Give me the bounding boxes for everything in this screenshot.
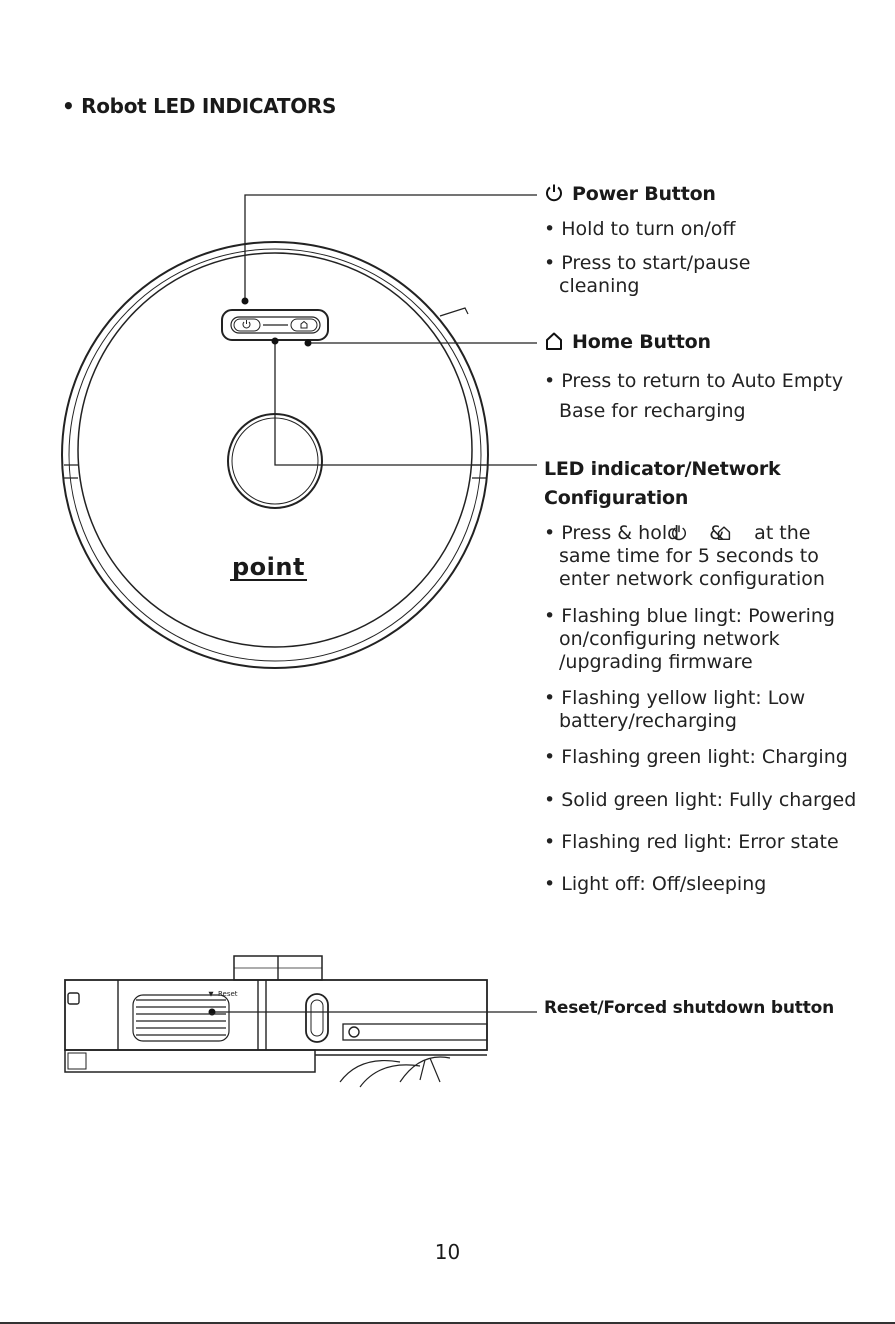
led-bullet-blue: • Flashing blue lingt: Powering on/configuring network /upgrading firmware bbox=[544, 605, 869, 674]
power-button-title bbox=[544, 183, 716, 205]
press-hold-amp: & bbox=[709, 522, 725, 544]
power-bullet-2: • Press to start/pause cleaning bbox=[544, 252, 799, 298]
led-bullet-off: • Light off: Off/sleeping bbox=[544, 873, 895, 896]
power-bullet-1: • Hold to turn on/off bbox=[544, 218, 859, 241]
home-icon-inline bbox=[730, 524, 748, 542]
power-icon bbox=[544, 183, 564, 203]
power-title-text: Power Button bbox=[572, 183, 716, 205]
home-bullet-1: • Press to return to Auto Empty Base for recharging bbox=[544, 366, 859, 426]
led-bullet-green-solid: • Solid green light: Fully charged bbox=[544, 789, 895, 812]
page-title: • Robot LED INDICATORS bbox=[62, 94, 337, 118]
led-bullet-red: • Flashing red light: Error state bbox=[544, 831, 895, 854]
home-title-text: Home Button bbox=[572, 331, 711, 353]
home-icon bbox=[544, 331, 564, 351]
robot-logo: point bbox=[232, 553, 305, 581]
robot-side-view bbox=[65, 956, 487, 1087]
led-bullet-green-flash: • Flashing green light: Charging bbox=[544, 746, 895, 769]
press-hold-text-b: at the same time for 5 seconds to enter network configuration bbox=[559, 522, 825, 590]
led-title-line2: Configuration bbox=[544, 487, 689, 509]
callout-led bbox=[275, 340, 537, 465]
led-bullet-press-hold bbox=[544, 522, 859, 591]
home-button-title bbox=[544, 331, 711, 353]
reset-side-label: Reset bbox=[218, 990, 238, 998]
led-title bbox=[544, 455, 780, 513]
led-bullet-yellow: • Flashing yellow light: Low battery/recharging bbox=[544, 687, 849, 733]
led-title-line1: LED indicator/Network bbox=[544, 458, 781, 480]
page-number: 10 bbox=[434, 1240, 461, 1264]
power-icon-inline bbox=[685, 524, 703, 542]
press-hold-text-a: Press & hold bbox=[561, 522, 680, 544]
reset-button-title: Reset/Forced shutdown button bbox=[544, 998, 835, 1018]
